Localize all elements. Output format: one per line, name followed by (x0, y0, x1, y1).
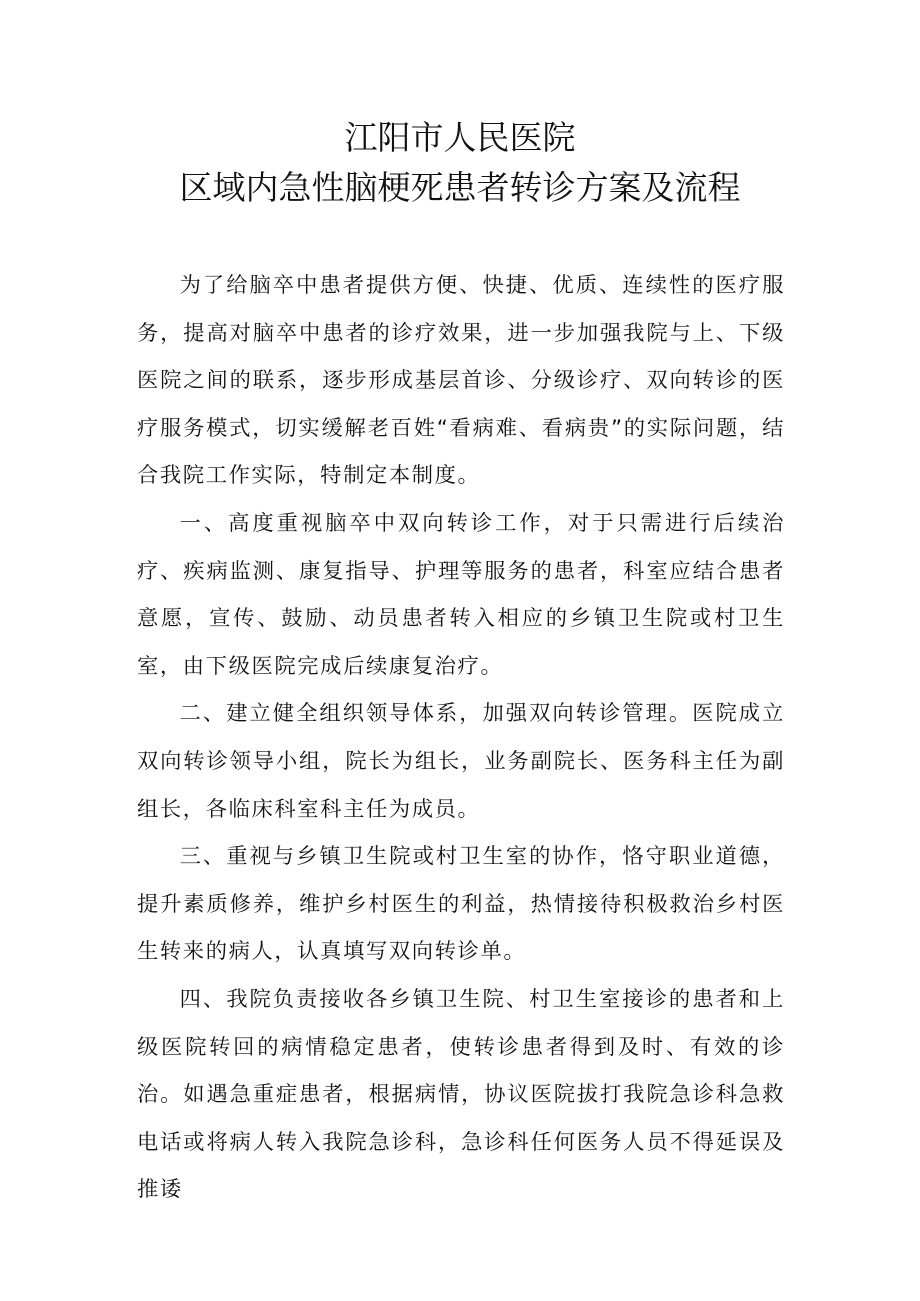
paragraph-item-2: 二、建立健全组织领导体系，加强双向转诊管理。医院成立双向转诊领导小组，院长为组长，业务副院长、医务科主任为副组长，各临床科室科主任为成员。 (137, 701, 785, 822)
document-title-hospital: 江阳市人民医院 (344, 118, 576, 157)
paragraph-item-4: 四、我院负责接收各乡镇卫生院、村卫生室接诊的患者和上级医院转回的病情稳定患者，使转诊患者得到及时、有效的诊治。如遇急重症患者，根据病情，协议医院拔打我院急诊科急救电话或将病人转入我院急诊科，急诊科任何医务人员不得延误及推诿 (137, 986, 785, 1203)
paragraph-intro: 为了给脑卒中患者提供方便、快捷、优质、连续性的医疗服务，提高对脑卒中患者的诊疗效果，进一步加强我院与上、下级医院之间的联系，逐步形成基层首诊、分级诊疗、双向转诊的医疗服务模式，切实缓解老百姓“看病难、看病贵”的实际问题，结合我院工作实际，特制定本制度。 (137, 273, 785, 489)
paragraph-item-1: 一、高度重视脑卒中双向转诊工作，对于只需进行后续治疗、疾病监测、康复指导、护理等服务的患者，科室应结合患者意愿，宣传、鼓励、动员患者转入相应的乡镇卫生院或村卫生室，由下级医院完成后续康复治疗。 (137, 510, 785, 679)
paragraph-item-3: 三、重视与乡镇卫生院或村卫生室的协作，恪守职业道德，提升素质修养，维护乡村医生的利益，热情接待积极救治乡村医生转来的病人，认真填写双向转诊单。 (137, 844, 785, 965)
document-title-subject: 区域内急性脑梗死患者转诊方案及流程 (179, 168, 741, 207)
document-body (137, 262, 785, 1214)
